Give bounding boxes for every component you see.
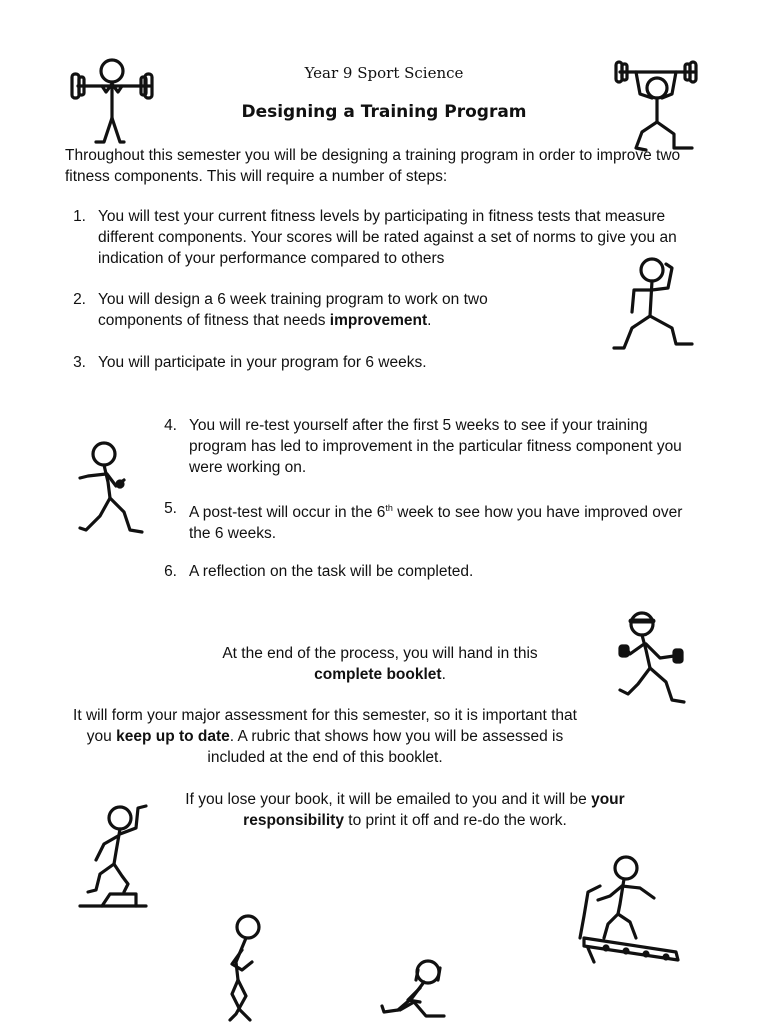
step-item-4 xyxy=(155,415,707,478)
step-number: 4. xyxy=(164,417,177,434)
step-item-2 xyxy=(64,289,534,331)
dumbbell-runner-figure-icon xyxy=(612,608,692,708)
step-item-1 xyxy=(64,206,700,269)
step-item-5 xyxy=(155,498,707,544)
step-text: A reflection on the task will be completed. xyxy=(189,563,474,580)
page-title: Designing a Training Program xyxy=(241,102,527,122)
step-text: A post-test will occur in the 6th week to see how you have improved over the 6 weeks. xyxy=(189,503,683,543)
step-number: 5. xyxy=(164,500,177,517)
lose-book-paragraph: If you lose your book, it will be emailed to you and it will be your responsibility to print it off and re-do the work. xyxy=(185,791,625,829)
step-text: You will design a 6 week training program to work on two components of fitness that needs improvement. xyxy=(98,291,488,329)
step-number: 2. xyxy=(73,291,86,308)
sit-up-figure-icon xyxy=(378,958,450,1024)
flexing-figure-icon xyxy=(610,256,700,354)
punching-figure-icon xyxy=(74,440,150,536)
step-item-3 xyxy=(64,352,564,373)
step-number: 1. xyxy=(73,208,86,225)
bold-complete-booklet: complete booklet xyxy=(314,666,442,683)
step-item-6 xyxy=(155,561,707,582)
step-text: You will participate in your program for 6 weeks. xyxy=(98,354,427,371)
assessment-paragraph: It will form your major assessment for this semester, so it is important that you keep up to date. A rubric that shows how you will be assessed is included at the end of this booklet. xyxy=(73,707,577,766)
squatting-figure-icon xyxy=(222,914,282,1024)
step-number: 3. xyxy=(73,354,86,371)
intro-paragraph: Throughout this semester you will be designing a training program in order to improve two fitness components. This will require a number of steps: xyxy=(65,147,681,185)
bold-your-responsibility: your responsibility xyxy=(243,791,625,829)
treadmill-runner-figure-icon xyxy=(574,852,690,966)
step-number: 6. xyxy=(164,563,177,580)
bold-improvement: improvement xyxy=(329,312,428,329)
handin-paragraph: At the end of the process, you will hand in this complete booklet. xyxy=(222,645,538,683)
course-subtitle: Year 9 Sport Science xyxy=(304,64,464,82)
bold-keep-up-to-date: keep up to date xyxy=(116,728,230,745)
step-up-figure-icon xyxy=(76,802,156,910)
step-text: You will test your current fitness levels by participating in fitness tests that measure different components. Your scores will be rated against a set of norms to give you an indication of your performance compared to others xyxy=(98,208,677,267)
step-text: You will re-test yourself after the first 5 weeks to see if your training program has led to improvement in the particular fitness component you were working on. xyxy=(189,417,682,476)
